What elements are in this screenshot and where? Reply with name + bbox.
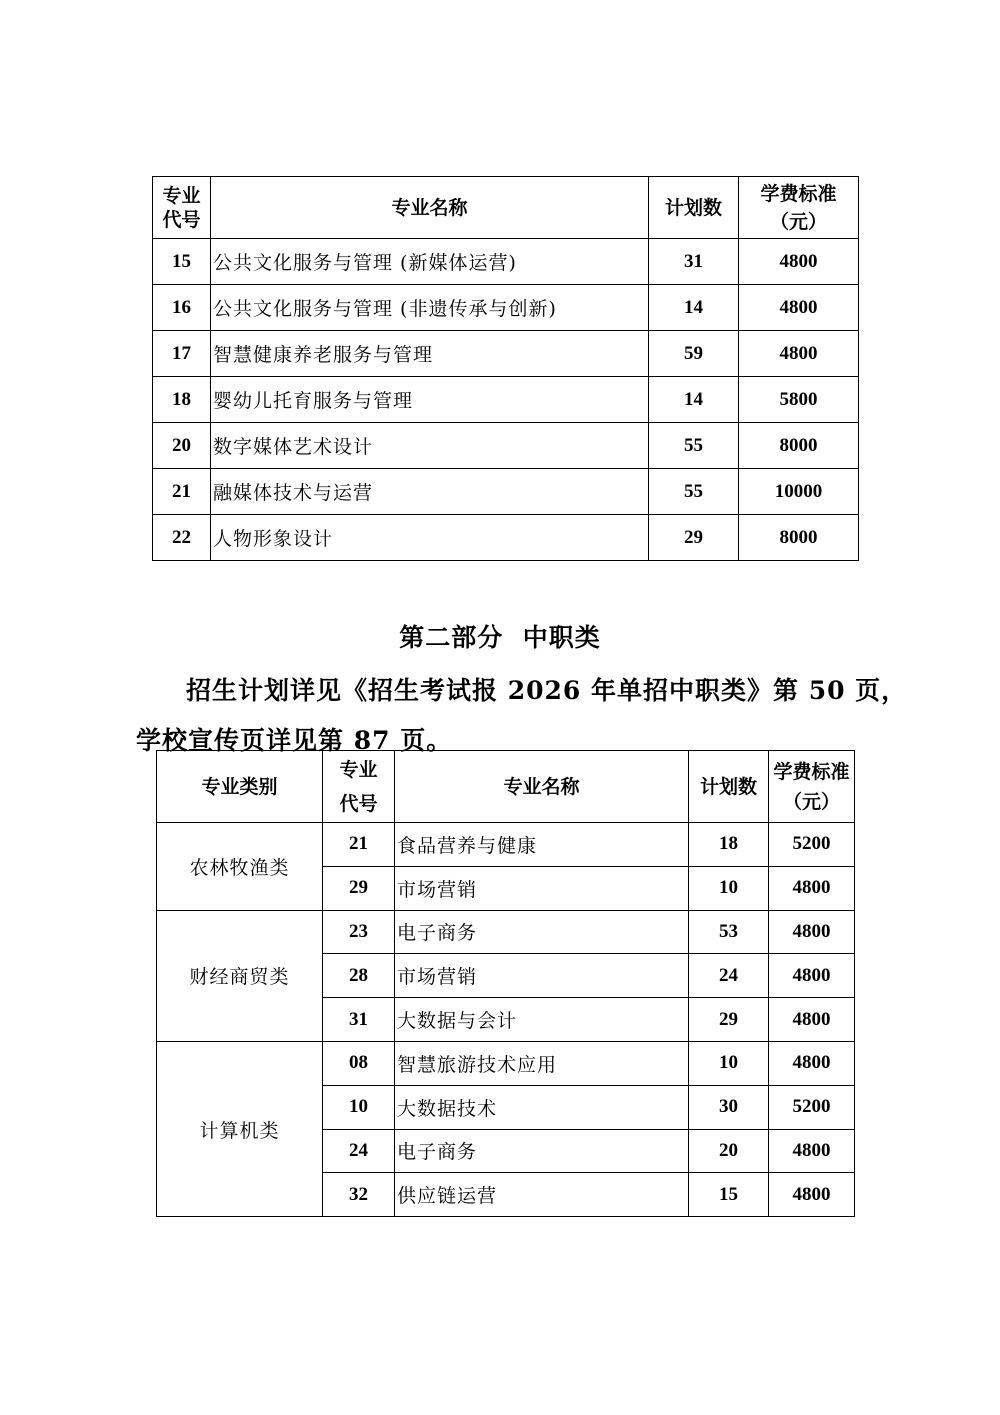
row-name: 供应链运营	[395, 1173, 689, 1217]
row-code: 16	[153, 285, 211, 331]
row-code: 10	[323, 1085, 395, 1129]
row-code: 20	[153, 423, 211, 469]
row-fee: 4800	[739, 285, 859, 331]
row-plan: 55	[649, 469, 739, 515]
row-code: 17	[153, 331, 211, 377]
paragraph-line-2: 学校宣传页详见第 87 页。	[136, 726, 453, 755]
row-plan: 18	[689, 823, 769, 867]
row-fee: 4800	[769, 1173, 855, 1217]
row-name: 婴幼儿托育服务与管理	[211, 377, 649, 423]
row-plan: 30	[689, 1085, 769, 1129]
category-cell: 计算机类	[157, 1041, 323, 1216]
row-name: 大数据技术	[395, 1085, 689, 1129]
header-code-line2: 代号	[339, 792, 378, 815]
category-cell: 财经商贸类	[157, 910, 323, 1041]
header-fee-line2: （元）	[769, 210, 827, 233]
row-fee: 8000	[739, 515, 859, 561]
row-name: 人物形象设计	[211, 515, 649, 561]
table-row	[153, 469, 859, 515]
table-row	[153, 377, 859, 423]
row-name: 智慧健康养老服务与管理	[211, 331, 649, 377]
row-name: 数字媒体艺术设计	[211, 423, 649, 469]
row-code: 21	[323, 823, 395, 867]
row-plan: 14	[649, 377, 739, 423]
row-plan: 53	[689, 910, 769, 954]
row-plan: 31	[649, 239, 739, 285]
header-code	[323, 751, 395, 823]
table-row	[153, 515, 859, 561]
row-fee: 10000	[739, 469, 859, 515]
row-fee: 4800	[769, 1041, 855, 1085]
row-fee: 4800	[739, 331, 859, 377]
row-name: 大数据与会计	[395, 998, 689, 1042]
row-plan: 10	[689, 1041, 769, 1085]
table-row	[153, 423, 859, 469]
table-header-row	[153, 177, 859, 239]
header-fee	[769, 751, 855, 823]
header-fee	[739, 177, 859, 239]
header-plan: 计划数	[649, 177, 739, 239]
row-fee: 4800	[769, 998, 855, 1042]
row-plan: 29	[689, 998, 769, 1042]
majors-table-2	[156, 750, 855, 1217]
row-plan: 55	[649, 423, 739, 469]
row-code: 32	[323, 1173, 395, 1217]
row-fee: 4800	[739, 239, 859, 285]
section-title: 第二部分 中职类	[399, 623, 601, 652]
row-name: 电子商务	[395, 910, 689, 954]
row-code: 29	[323, 866, 395, 910]
row-code: 21	[153, 469, 211, 515]
row-name: 市场营销	[395, 866, 689, 910]
row-code: 15	[153, 239, 211, 285]
row-name: 电子商务	[395, 1129, 689, 1173]
header-code	[153, 177, 211, 239]
row-code: 23	[323, 910, 395, 954]
row-plan: 59	[649, 331, 739, 377]
table-row	[157, 1041, 855, 1085]
row-name: 智慧旅游技术应用	[395, 1041, 689, 1085]
table-row	[153, 285, 859, 331]
row-fee: 8000	[739, 423, 859, 469]
majors-table-1	[152, 176, 859, 561]
row-code: 31	[323, 998, 395, 1042]
header-fee-line2: （元）	[782, 790, 840, 813]
header-name: 专业名称	[211, 177, 649, 239]
header-fee-line1: 学费标准	[773, 760, 850, 783]
row-plan: 20	[689, 1129, 769, 1173]
row-name: 市场营销	[395, 954, 689, 998]
row-fee: 4800	[769, 1129, 855, 1173]
header-name: 专业名称	[395, 751, 689, 823]
row-code: 08	[323, 1041, 395, 1085]
table-row	[157, 823, 855, 867]
row-plan: 29	[649, 515, 739, 561]
paragraph-line-1: 招生计划详见《招生考试报 2026 年单招中职类》第 50 页，	[186, 676, 908, 705]
row-name: 食品营养与健康	[395, 823, 689, 867]
row-fee: 4800	[769, 910, 855, 954]
header-category: 专业类别	[157, 751, 323, 823]
header-plan: 计划数	[689, 751, 769, 823]
row-fee: 5200	[769, 823, 855, 867]
row-fee: 4800	[769, 954, 855, 998]
header-code-line1: 专业	[339, 758, 378, 781]
row-plan: 10	[689, 866, 769, 910]
table-row	[157, 910, 855, 954]
row-name: 融媒体技术与运营	[211, 469, 649, 515]
row-fee: 4800	[769, 866, 855, 910]
category-cell: 农林牧渔类	[157, 823, 323, 911]
row-plan: 15	[689, 1173, 769, 1217]
header-fee-line1: 学费标准	[760, 182, 837, 205]
row-code: 18	[153, 377, 211, 423]
row-plan: 14	[649, 285, 739, 331]
table-header-row	[157, 751, 855, 823]
row-plan: 24	[689, 954, 769, 998]
row-fee: 5800	[739, 377, 859, 423]
row-fee: 5200	[769, 1085, 855, 1129]
row-name: 公共文化服务与管理 (新媒体运营)	[211, 239, 649, 285]
header-code-text: 专业代号	[162, 184, 201, 231]
table-row	[153, 239, 859, 285]
row-code: 28	[323, 954, 395, 998]
row-name: 公共文化服务与管理 (非遗传承与创新)	[211, 285, 649, 331]
row-code: 24	[323, 1129, 395, 1173]
table-row	[153, 331, 859, 377]
row-code: 22	[153, 515, 211, 561]
